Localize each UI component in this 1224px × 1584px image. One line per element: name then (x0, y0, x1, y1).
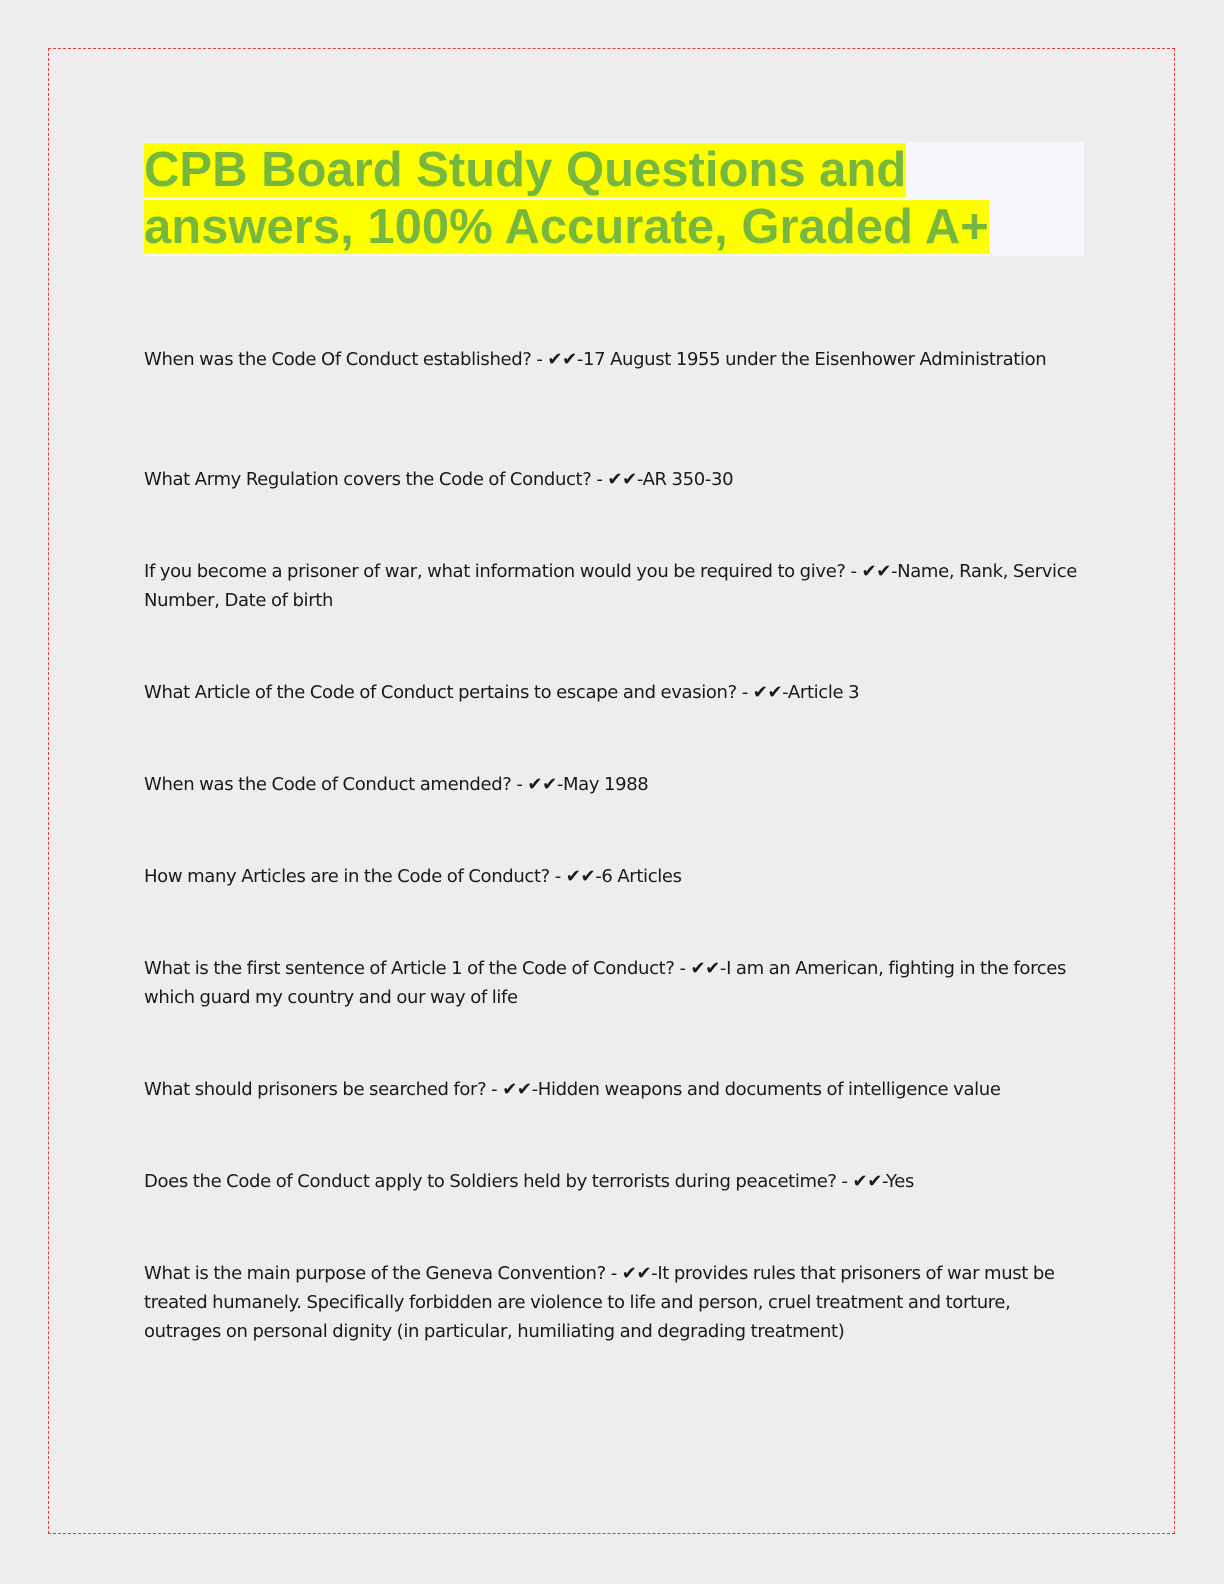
qa-item: Does the Code of Conduct apply to Soldiers held by terrorists during peacetime? - ✔✔-Yes (144, 1171, 915, 1192)
qa-item: When was the Code Of Conduct established? - ✔✔-17 August 1955 under the Eisenhower Administration (144, 349, 1047, 370)
qa-item: When was the Code of Conduct amended? - ✔✔-May 1988 (144, 774, 649, 795)
document-title (144, 142, 1084, 256)
qa-item: What Army Regulation covers the Code of Conduct? - ✔✔-AR 350-30 (144, 469, 734, 490)
title-block (144, 142, 1084, 256)
qa-item: If you become a prisoner of war, what information would you be required to give? - ✔✔-Name, Rank, Service Number, Date of birth (144, 561, 1077, 611)
qa-item: What is the main purpose of the Geneva Convention? - ✔✔-It provides rules that prisoners of war must be treated humanely. Specifically forbidden are violence to life and person, cruel treatment and torture, outrages on personal dignity (in particular, humiliating and degrading treatment) (144, 1263, 1055, 1342)
qa-item: What is the first sentence of Article 1 of the Code of Conduct? - ✔✔-I am an American, fighting in the forces which guard my country and our way of life (144, 958, 1067, 1008)
qa-item: What should prisoners be searched for? - ✔✔-Hidden weapons and documents of intelligence value (144, 1079, 1001, 1100)
qa-item: What Article of the Code of Conduct pertains to escape and evasion? - ✔✔-Article 3 (144, 682, 860, 703)
title-line-1: CPB Board Study Questions and (144, 143, 907, 197)
qa-item: How many Articles are in the Code of Conduct? - ✔✔-6 Articles (144, 866, 682, 887)
title-line-2: answers, 100% Accurate, Graded A+ (144, 200, 989, 254)
